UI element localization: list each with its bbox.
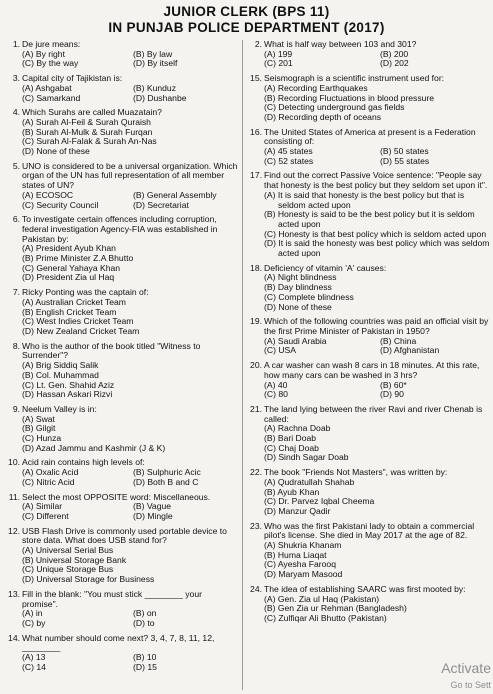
question-number: 4. [12, 107, 20, 118]
question-block [246, 361, 490, 400]
question-text: Select the most OPPOSITE word: Miscellaneous. [22, 491, 211, 502]
answer-option: (C) Honesty is that best policy which is seldom acted upon [264, 228, 487, 239]
options-list [264, 424, 490, 463]
answer-option: (B) Sulphuric Acic [133, 467, 201, 478]
answer-option: (B) Recording Fluctuations in blood pressure [264, 92, 435, 103]
question-block [4, 634, 238, 673]
answer-option: (D) Azad Jammu and Kashmir (J & K) [22, 442, 166, 453]
answer-option: (D) President Zia ul Haq [22, 272, 115, 283]
answer-option: (B) on [133, 608, 157, 619]
question-text: Seismograph is a scientific instrument used for: [264, 73, 445, 84]
answer-option: (B) Col. Muhammad [22, 369, 99, 380]
options-list [22, 84, 238, 103]
page-header [0, 4, 493, 36]
answer-option: (C) Ayesha Farooq [264, 559, 336, 570]
answer-option: (B) Day blindness [264, 282, 332, 293]
question-block [4, 108, 238, 157]
answer-option: (D) None of these [22, 146, 90, 157]
answer-option: (D) Maryam Masood [264, 569, 343, 580]
question-number: 10. [8, 457, 20, 468]
answer-option: (D) Sindh Sagar Doab [264, 452, 349, 463]
answer-option: (C) Chaj Doab [264, 442, 319, 453]
answer-option: (A) Gen. Zia ul Haq (Pakistan) [264, 593, 380, 604]
question-number: 18. [250, 262, 262, 273]
answer-option: (C) by [22, 617, 46, 628]
answer-option: (A) Australian Cricket Team [22, 296, 126, 307]
options-list [22, 118, 238, 157]
right-column [246, 40, 490, 629]
answer-option: (C) General Yahaya Khan [22, 262, 121, 273]
question-text: Neelum Valley is in: [22, 403, 97, 414]
answer-option: (B) 60* [380, 379, 407, 390]
question-number: 3. [12, 73, 20, 84]
question-number: 12. [8, 525, 20, 536]
answer-option: (D) Mingle [133, 510, 173, 521]
answer-option: (B) Vague [133, 501, 172, 512]
options-list [264, 541, 490, 580]
answer-option: (B) Huma Liaqat [264, 549, 327, 560]
answer-option: (C) 52 states [264, 155, 314, 166]
question-block [4, 405, 238, 454]
question-text: The idea of establishing SAARC was first mooted by: [264, 583, 466, 594]
answer-option: (D) Secretariat [133, 199, 189, 210]
question-text: De jure means: [22, 39, 81, 49]
question-text: A car washer can wash 8 cars in 18 minutes. At this rate, how many cars can be washed in 3 hrs? [264, 360, 480, 380]
column-divider [242, 40, 243, 690]
answer-option: (D) 202 [380, 58, 409, 69]
answer-option: (C) Detecting underground gas fields [264, 102, 405, 113]
question-block [246, 317, 490, 356]
question-text: UNO is considered to be a universal organization. Which organ of the UN has full representation of all member states of UN? [22, 160, 238, 191]
question-block [4, 74, 238, 103]
answer-option: (A) 40 [264, 379, 288, 390]
question-number: 5. [12, 160, 20, 171]
answer-option: (D) 15 [133, 661, 157, 672]
question-block [4, 288, 238, 337]
options-list [22, 191, 238, 210]
options-list [22, 609, 238, 628]
answer-option: (C) Different [22, 510, 69, 521]
answer-option: (B) China [380, 335, 417, 346]
answer-option: (A) It is said that honesty is the best policy but that is seldom acted upon [264, 189, 465, 210]
answer-option: (A) 45 states [264, 146, 313, 157]
answer-option: (B) 10 [133, 652, 157, 663]
question-text: USB Flash Drive is commonly used portable device to store data. What does USB stand for? [22, 525, 227, 546]
question-number: 17. [250, 170, 262, 181]
question-number: 7. [12, 287, 20, 298]
options-list [264, 381, 490, 400]
answer-option: (A) Night blindness [264, 272, 337, 283]
answer-option: (A) Universal Serial Bus [22, 545, 114, 556]
options-list [22, 468, 238, 487]
answer-option: (A) Similar [22, 501, 63, 512]
answer-option: (D) 90 [380, 389, 404, 400]
answer-option: (C) West Indies Cricket Team [22, 316, 134, 327]
question-number: 6. [12, 214, 20, 225]
options-list [22, 502, 238, 521]
question-number: 1. [12, 39, 20, 49]
answer-option: (B) Surah Al-Mulk & Surah Furqan [22, 126, 153, 137]
question-block [4, 493, 238, 522]
answer-option: (A) Brig Siddiq Salik [22, 360, 99, 371]
answer-option: (C) Lt. Gen. Shahid Aziz [22, 379, 115, 390]
question-number: 2. [254, 39, 262, 49]
answer-option: (D) Universal Storage for Business [22, 574, 155, 585]
answer-option: (A) Swat [22, 413, 55, 424]
question-text: Capital city of Tajikistan is: [22, 73, 123, 84]
answer-option: (A) Shukria Khanam [264, 540, 342, 551]
question-block [246, 522, 490, 580]
answer-option: (B) General Assembly [133, 189, 217, 200]
answer-option: (B) Gen Zia ur Rehman (Bangladesh) [264, 603, 407, 614]
answer-option: (A) Qudratullah Shahab [264, 476, 355, 487]
answer-option: (A) 13 [22, 652, 46, 663]
question-text: Ricky Ponting was the captain of: [22, 287, 149, 298]
options-list [264, 337, 490, 356]
left-column [4, 40, 238, 677]
answer-option: (A) 199 [264, 48, 293, 59]
question-text: The land lying between the river Ravi and river Chenab is called: [264, 403, 483, 424]
answer-option: (D) Hassan Askari Rizvi [22, 389, 113, 400]
options-list [22, 415, 238, 454]
question-number: 14. [8, 632, 20, 643]
options-list [264, 84, 490, 123]
question-text: The United States of America at present is a Federation consisting of: [264, 126, 476, 147]
question-text: Which Surahs are called Muazatain? [22, 107, 162, 118]
answer-option: (A) Ashgabat [22, 82, 72, 93]
options-list [22, 546, 238, 585]
options-list [264, 478, 490, 517]
answer-option: (C) Unique Storage Bus [22, 564, 114, 575]
question-number: 8. [12, 340, 20, 351]
answer-option: (A) Surah Al-Feil & Surah Quraish [22, 116, 151, 127]
answer-option: (D) It is said the honesty was best policy which was seldom acted upon [264, 238, 490, 259]
question-block [4, 162, 238, 211]
answer-option: (B) By law [133, 48, 173, 59]
answer-option: (C) Samarkand [22, 92, 81, 103]
options-list [22, 50, 238, 69]
question-block [246, 585, 490, 624]
answer-option: (A) ECOSOC [22, 189, 74, 200]
question-text: Who was the first Pakistani lady to obtain a commercial pilot's license. She died in May 2017 at the age of 82. [264, 520, 475, 541]
question-block [246, 405, 490, 463]
question-text: To investigate certain offences including corruption, federal investigation Agency-FIA was established in Pakistan by: [22, 214, 218, 244]
activation-watermark: Activate [441, 660, 491, 676]
options-list [264, 147, 490, 166]
question-text: What number should come next? 3, 4, 7, 8, 11, 12, ________ [22, 632, 215, 653]
answer-option: (A) By right [22, 48, 65, 59]
answer-option: (B) 200 [380, 48, 409, 59]
answer-option: (D) to [133, 617, 155, 628]
options-list [264, 273, 490, 312]
answer-option: (D) By itself [133, 58, 178, 69]
question-block [4, 458, 238, 487]
answer-option: (C) Nitric Acid [22, 476, 75, 487]
question-number: 19. [250, 316, 262, 327]
answer-option: (B) Ayub Khan [264, 486, 320, 497]
answer-option: (C) By the way [22, 58, 79, 69]
exam-subtitle: IN PUNJAB POLICE DEPARTMENT (2017) [108, 20, 385, 35]
answer-option: (B) English Cricket Team [22, 306, 117, 317]
question-number: 23. [250, 520, 262, 531]
question-block [4, 40, 238, 69]
answer-option: (D) Both B and C [133, 476, 199, 487]
answer-option: (C) Hunza [22, 433, 62, 444]
answer-option: (D) 55 states [380, 155, 430, 166]
question-text: Fill in the blank: "You must stick ________ your promise". [22, 588, 202, 609]
options-list [22, 361, 238, 400]
answer-option: (B) 50 states [380, 146, 429, 157]
answer-option: (B) Bari Doab [264, 433, 317, 444]
question-block [4, 527, 238, 585]
question-text: The book "Friends Not Masters", was written by: [264, 467, 448, 478]
answer-option: (B) Prime Minister Z.A Bhutto [22, 253, 134, 264]
answer-option: (C) 201 [264, 58, 293, 69]
question-number: 9. [12, 403, 20, 414]
answer-option: (C) Security Council [22, 199, 99, 210]
question-number: 22. [250, 467, 262, 478]
question-block [4, 215, 238, 283]
question-text: What is half way between 103 and 301? [264, 39, 417, 49]
answer-option: (A) Saudi Arabia [264, 335, 327, 346]
exam-title: JUNIOR CLERK (BPS 11) [163, 4, 330, 19]
question-block [246, 264, 490, 313]
question-number: 15. [250, 73, 262, 84]
answer-option: (A) Oxalic Acid [22, 467, 79, 478]
answer-option: (C) Complete blindness [264, 291, 354, 302]
question-block [246, 468, 490, 517]
question-text: Which of the following countries was paid an official visit by the first Prime Minister of Pakistan in 1950? [264, 316, 489, 336]
answer-option: (D) Recording depth of oceans [264, 111, 382, 122]
activation-watermark-hint: Go to Sett [450, 680, 491, 690]
answer-option: (A) Rachna Doab [264, 423, 331, 434]
question-text: Who is the author of the book titled "Witness to Surrender"? [22, 340, 201, 361]
answer-option: (B) Universal Storage Bank [22, 554, 127, 565]
answer-option: (D) Dushanbe [133, 92, 187, 103]
answer-option: (C) USA [264, 345, 296, 356]
answer-option: (A) in [22, 608, 43, 619]
question-number: 21. [250, 403, 262, 414]
answer-option: (B) Honesty is said to be the best policy but it is seldom acted upon [264, 209, 475, 229]
question-block [246, 40, 490, 69]
options-list [22, 653, 238, 672]
question-block [246, 171, 490, 258]
options-list [264, 50, 490, 69]
question-block [4, 342, 238, 400]
answer-option: (C) 14 [22, 661, 46, 672]
question-text: Acid rain contains high levels of: [22, 457, 145, 468]
question-text: Find out the correct Passive Voice sentence: "People say that honesty is the best policy but they seldom set upon it". [264, 170, 488, 191]
answer-option: (B) Gilgit [22, 423, 56, 434]
question-number: 20. [250, 360, 262, 371]
options-list [22, 244, 238, 283]
question-number: 11. [8, 491, 20, 502]
answer-option: (C) Dr. Parvez Iqbal Cheema [264, 496, 375, 507]
question-number: 16. [250, 126, 262, 137]
answer-option: (B) Kunduz [133, 82, 176, 93]
question-number: 13. [8, 588, 20, 599]
question-block [246, 74, 490, 123]
answer-option: (D) None of these [264, 301, 332, 312]
answer-option: (C) 80 [264, 389, 288, 400]
question-text: Deficiency of vitamin 'A' causes: [264, 262, 387, 273]
answer-option: (D) Afghanistan [380, 345, 440, 356]
answer-option: (D) Manzur Qadir [264, 505, 331, 516]
question-block [246, 128, 490, 167]
answer-option: (A) President Ayub Khan [22, 243, 116, 254]
options-list [264, 191, 490, 259]
options-list [22, 298, 238, 337]
answer-option: (C) Surah Al-Falak & Surah An-Nas [22, 136, 157, 147]
options-list [264, 595, 490, 624]
answer-option: (A) Recording Earthquakes [264, 82, 368, 93]
answer-option: (C) Zulfiqar Ali Bhutto (Pakistan) [264, 612, 387, 623]
answer-option: (D) New Zealand Cricket Team [22, 325, 140, 336]
question-number: 24. [250, 583, 262, 594]
question-block [4, 590, 238, 629]
